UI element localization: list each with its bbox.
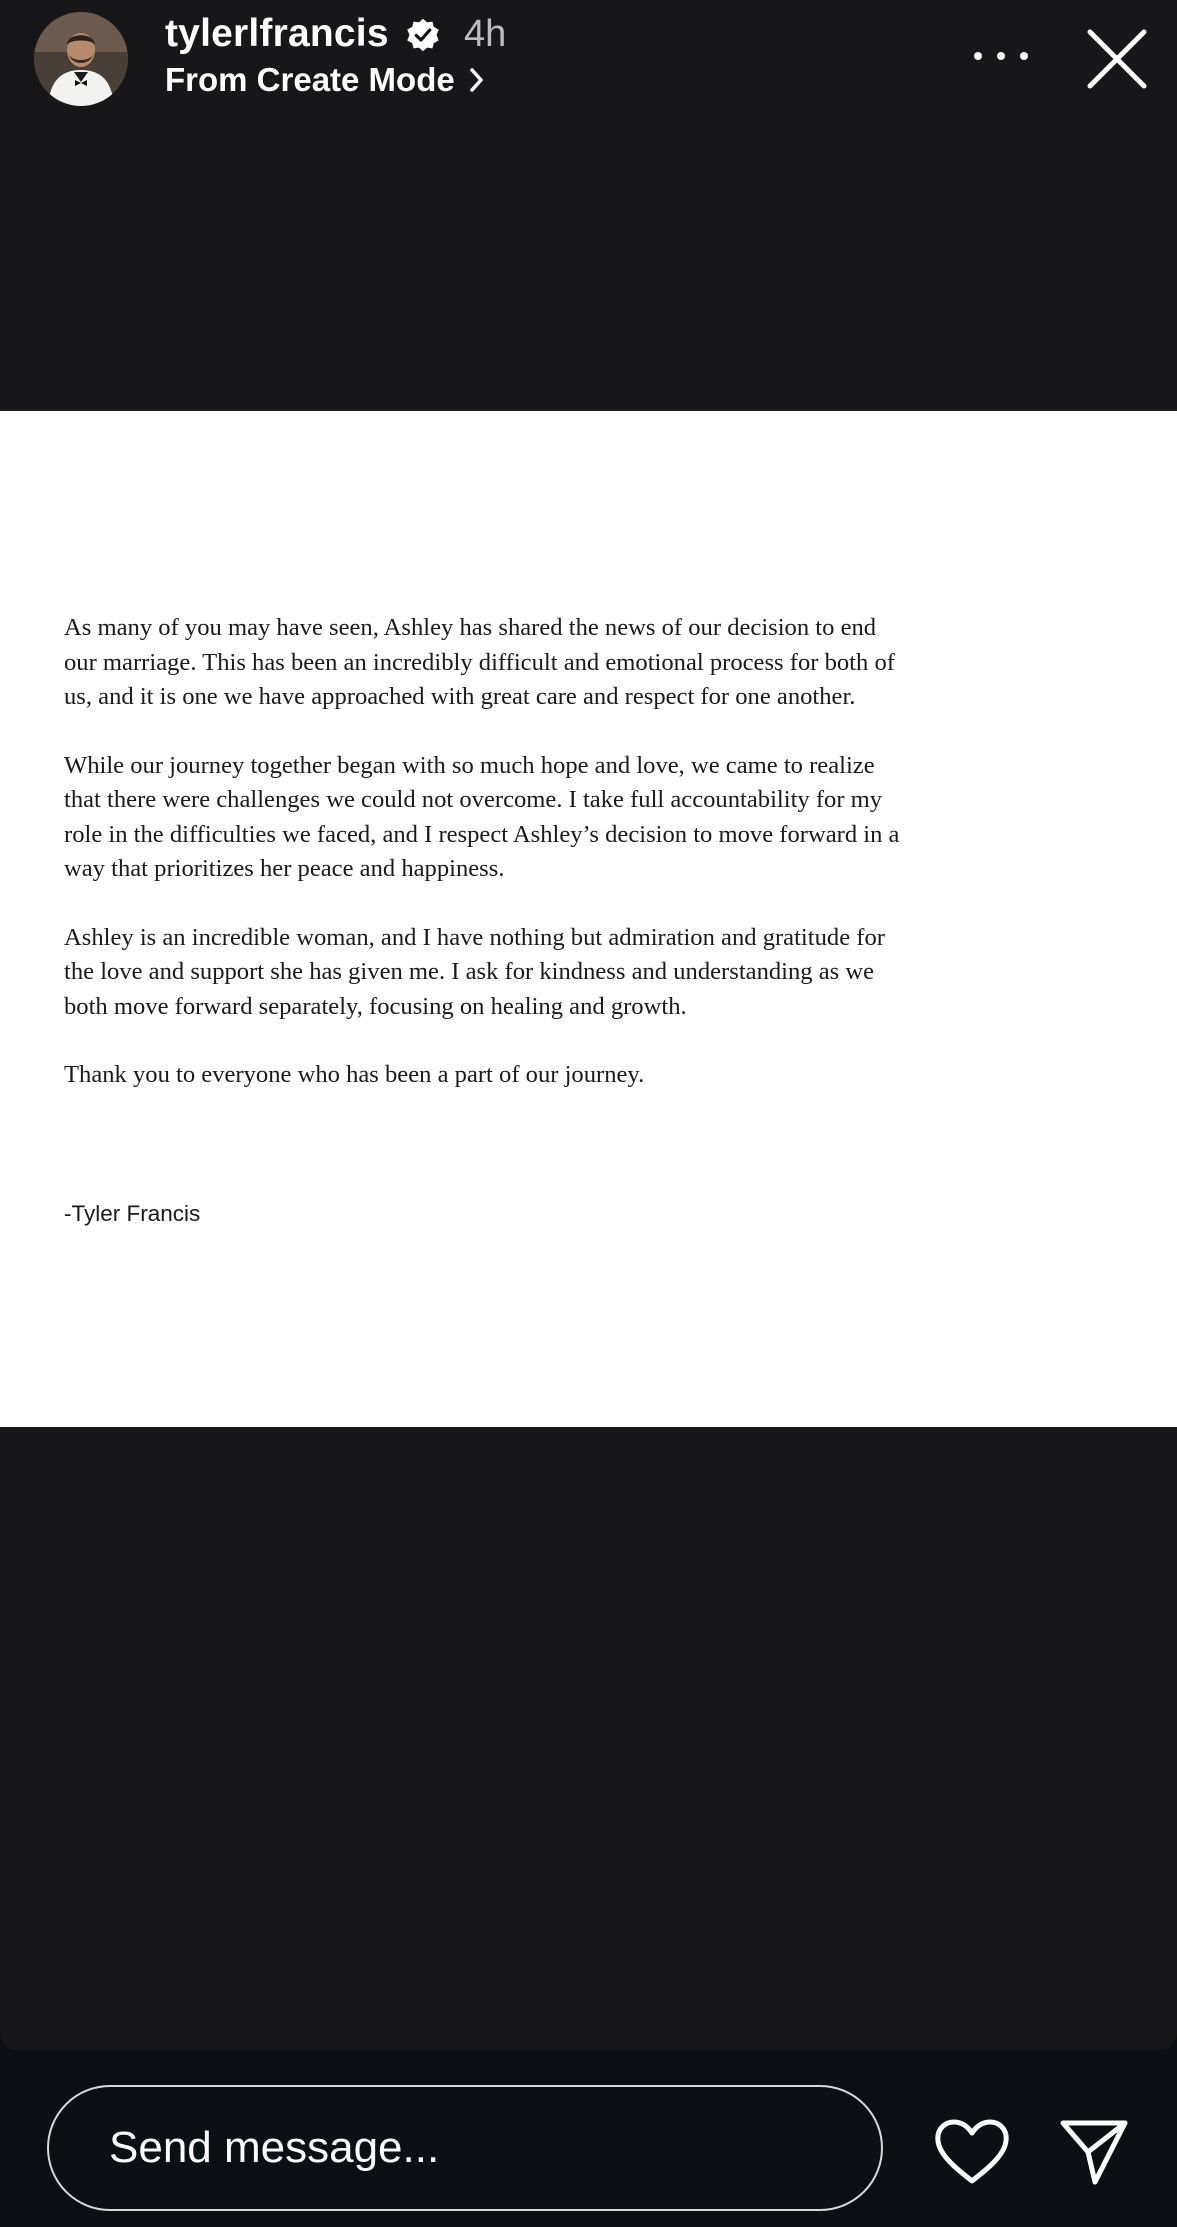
create-mode-label: From Create Mode <box>165 61 455 98</box>
statement-paragraph-3: Ashley is an incredible woman, and I have nothing but admiration and gratitude for the love and support she has given me. I ask for kindness and understanding as we both move forward separately, focusing on healing and growth. <box>64 923 885 1020</box>
statement-text <box>64 611 1154 1127</box>
chevron-right-icon <box>469 67 485 93</box>
send-icon[interactable] <box>1058 2116 1130 2188</box>
reply-bar <box>0 2050 1177 2227</box>
statement-document <box>0 411 1177 1427</box>
signature: -Tyler Francis <box>64 1201 201 1226</box>
close-icon[interactable] <box>1086 28 1148 90</box>
story-header <box>0 0 1177 120</box>
statement-paragraph-1: As many of you may have seen, Ashley has shared the news of our decision to end our marriage. This has been an incredibly difficult and emotional process for both of us, and it is one we have approached with great care and respect for one another. <box>64 614 895 710</box>
verified-badge-icon <box>405 17 441 53</box>
post-time: 4h <box>464 13 507 55</box>
avatar-image <box>34 12 128 106</box>
statement-paragraph-4: Thank you to everyone who has been a part of our journey. <box>64 1061 645 1088</box>
send-message-input[interactable] <box>47 2085 883 2211</box>
more-options-button[interactable] <box>974 38 1028 74</box>
heart-icon[interactable] <box>934 2119 1010 2185</box>
avatar[interactable] <box>34 12 128 106</box>
more-options-icon <box>974 52 982 60</box>
statement-paragraph-2: While our journey together began with so much hope and love, we came to realize that there were challenges we could not overcome. I take full accountability for my role in the difficulties we faced, and I respect Ashley’s decision to move forward in a way that prioritizes her peace and happiness. <box>64 751 900 882</box>
create-mode-link[interactable] <box>165 58 485 102</box>
username[interactable]: tylerlfrancis <box>165 12 389 55</box>
